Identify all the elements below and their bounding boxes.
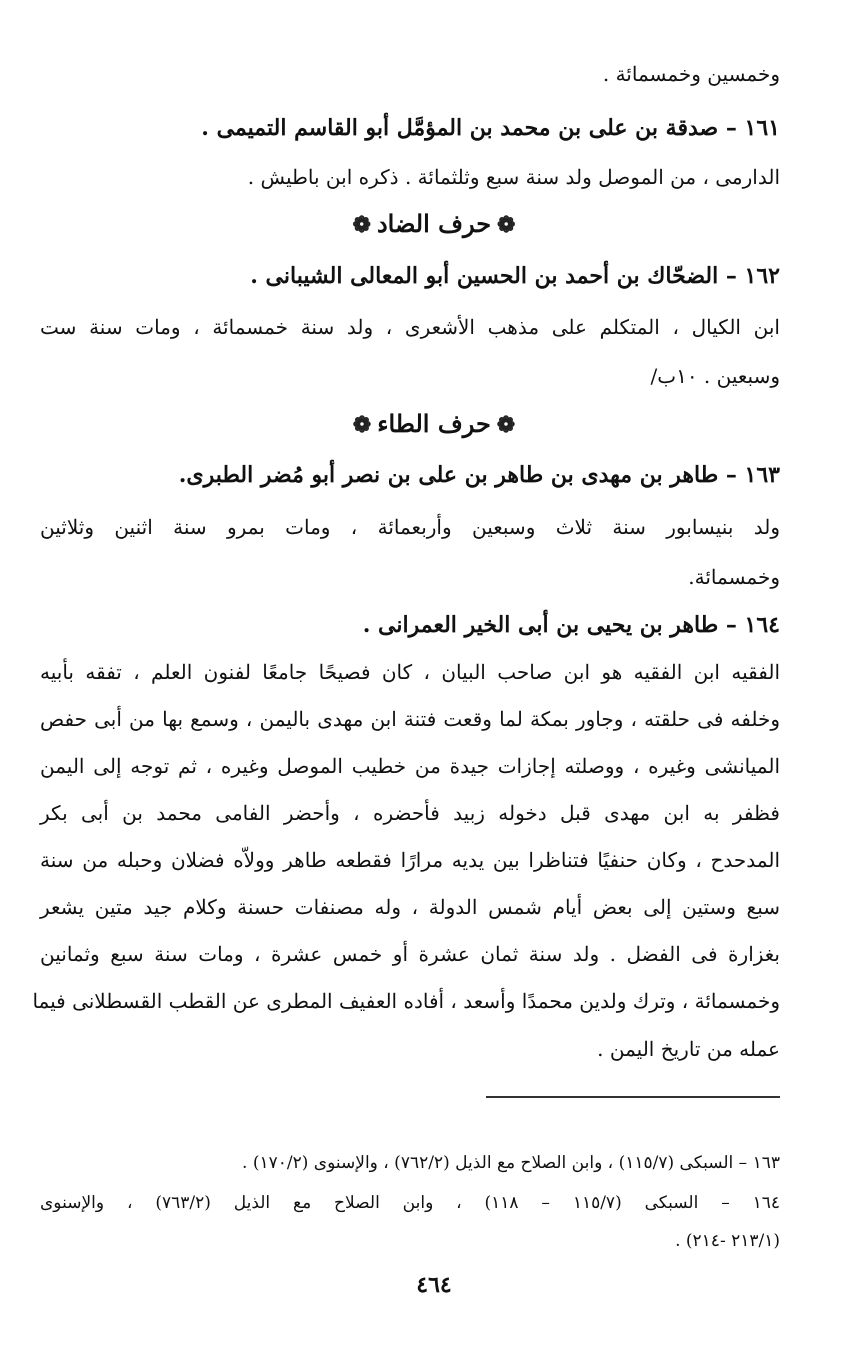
page-number: ٤٦٤	[416, 1272, 452, 1298]
entry-164-body-line: المدحدح ، وكان حنفيًا فتناظرا بين يديه مرارًا فقطعه طاهر وولاّه فضلان وحبله من سنة	[40, 848, 780, 872]
entry-163-title: ١٦٣ – طاهر بن مهدى بن طاهر بن على بن نصر أبو مُضر الطبرى.	[178, 462, 780, 488]
footnote-164-line: (٢١٣/١ -٢١٤) .	[675, 1231, 780, 1251]
entry-164-body-line: سبع وستين إلى بعض أيام شمس الدولة ، وله مصنفات حسنة وكلام جيد متين يشعر	[40, 895, 780, 919]
entry-161-body: الدارمى ، من الموصل ولد سنة سبع وثلثمائة . ذكره ابن باطيش .	[247, 165, 780, 189]
entry-164-title: ١٦٤ – طاهر بن يحيى بن أبى الخير العمرانى .	[362, 612, 780, 638]
section-heading-dad-text: حرف الضاد	[376, 209, 492, 238]
entry-163-body-line: وخمسمائة.	[688, 565, 780, 589]
continuation-line: وخمسين وخمسمائة .	[602, 62, 780, 86]
entry-164-body-line: الفقيه ابن الفقيه هو ابن صاحب البيان ، كان فصيحًا جامعًا لفنون العلم ، تفقه بأبيه	[40, 660, 780, 684]
entry-164-body-line: وخمسمائة ، وترك ولدين محمدًا وأسعد ، أفاده العفيف المطرى عن القطب القسطلانى فيما	[32, 989, 780, 1013]
entry-162-body-line: ابن الكيال ، المتكلم على مذهب الأشعرى ، ولد سنة خمسمائة ، ومات سنة ست	[40, 315, 780, 339]
ornament-left-icon: ❁	[352, 212, 371, 238]
entry-164-body-line: الميانشى وغيره ، ووصلته إجازات جيدة من خطيب الموصل وغيره ، ثم توجه إلى اليمن	[40, 754, 781, 778]
entry-164-body-line: وخلفه فى حلقته ، وجاور بمكة لما وقعت فتنة ابن مهدى باليمن ، وسمع بها من أبى حفص	[40, 707, 780, 731]
footnote-divider	[486, 1096, 780, 1098]
entry-163-body-line: ولد بنيسابور سنة ثلاث وسبعين وأربعمائة ، ومات بمرو سنة اثنين وثلاثين	[40, 515, 780, 539]
ornament-right-icon: ❁	[496, 412, 516, 438]
entry-161-title: ١٦١ – صدقة بن على بن محمد بن المؤمَّل أبو القاسم التميمى .	[201, 115, 780, 141]
footnote-164-line: ١٦٤ – السبكى (١١٥/٧ – ١١٨) ، وابن الصلاح مع الذيل (٧٦٣/٢) ، والإسنوى	[40, 1193, 780, 1213]
entry-162-title: ١٦٢ – الضحّاك بن أحمد بن الحسين أبو المعالى الشيبانى .	[250, 263, 780, 289]
entry-162-body-line: وسبعين . ١٠ب/	[650, 364, 780, 388]
footnote-163: ١٦٣ – السبكى (١١٥/٧) ، وابن الصلاح مع الذيل (٧٦٢/٢) ، والإسنوى (١٧٠/٢) .	[242, 1153, 780, 1173]
section-heading-ta-text: حرف الطاء	[377, 409, 491, 438]
ornament-left-icon: ❁	[352, 412, 372, 438]
entry-164-body-line: عمله من تاريخ اليمن .	[597, 1037, 780, 1061]
ornament-right-icon: ❁	[497, 212, 516, 238]
entry-164-body-line: فظفر به ابن مهدى قبل دخوله زبيد فأحضره ، وأحضر الفامى محمد بن أبى بكر	[40, 801, 780, 825]
section-heading-ta	[0, 410, 868, 439]
section-heading-dad	[0, 210, 868, 239]
entry-164-body-line: بغزارة فى الفضل . ولد سنة ثمان عشرة أو خمس عشرة ، ومات سنة سبع وثمانين	[40, 942, 780, 966]
